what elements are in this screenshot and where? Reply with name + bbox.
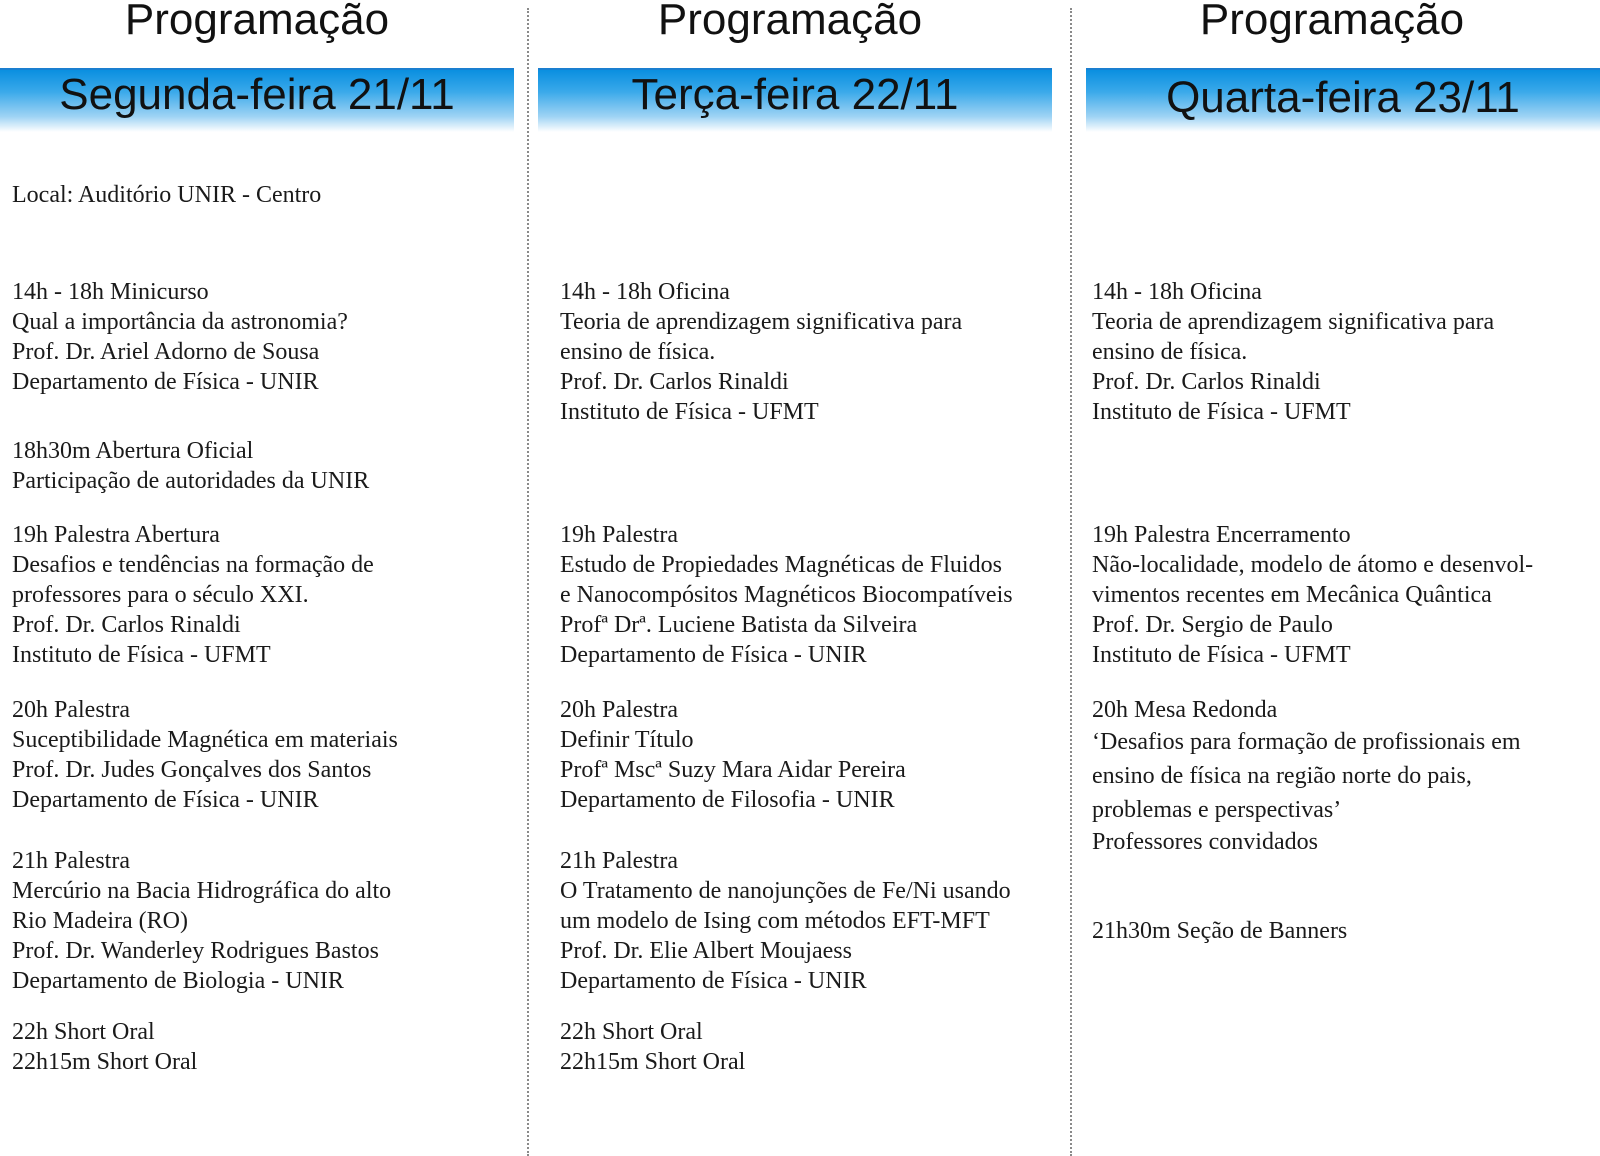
schedule-line: Profª Drª. Luciene Batista da Silveira [560,612,918,638]
day-header: Terça-feira 22/11 [538,68,1052,132]
schedule-line: 14h - 18h Minicurso [12,279,209,305]
schedule-line: ensino de física. [1092,339,1248,365]
schedule-line: 19h Palestra Abertura [12,522,220,548]
schedule-line: O Tratamento de nanojunções de Fe/Ni usando [560,878,1011,904]
schedule-block [560,846,1011,996]
schedule-block [12,846,391,996]
schedule-line: Professores convidados [1092,829,1318,855]
schedule-line: Prof. Dr. Carlos Rinaldi [12,612,241,638]
schedule-line: Rio Madeira (RO) [12,908,188,934]
schedule-line: Instituto de Física - UFMT [560,399,819,425]
schedule-line: Instituto de Física - UFMT [12,642,271,668]
schedule-line: 21h Palestra [12,848,130,874]
schedule-block [1092,520,1533,670]
schedule-line: Participação de autoridades da UNIR [12,468,370,494]
schedule-line: 18h30m Abertura Oficial [12,438,254,464]
schedule-line: Departamento de Física - UNIR [560,642,867,668]
schedule-line: ‘Desafios para formação de profissionais em [1092,729,1521,755]
schedule-line: 20h Palestra [12,697,130,723]
schedule-block [560,695,906,815]
schedule-line: Departamento de Física - UNIR [12,369,319,395]
schedule-line: Definir Título [560,727,694,753]
schedule-line: Prof. Dr. Judes Gonçalves dos Santos [12,757,372,783]
schedule-line: 22h15m Short Oral [12,1049,198,1075]
schedule-block [560,277,962,427]
schedule-block [560,1017,745,1077]
schedule-line: 22h Short Oral [12,1019,155,1045]
program-title: Programação [657,0,923,44]
schedule-line: Prof. Dr. Ariel Adorno de Sousa [12,339,320,365]
schedule-line: 20h Mesa Redonda [1092,697,1278,723]
schedule-line: Mercúrio na Bacia Hidrográfica do alto [12,878,392,904]
schedule-line: um modelo de Ising com métodos EFT-MFT [560,908,990,934]
schedule-line: 22h Short Oral [560,1019,703,1045]
schedule-block [1092,916,1347,946]
schedule-line: professores para o século XXI. [12,582,309,608]
schedule-line: Instituto de Física - UFMT [1092,399,1351,425]
schedule-line: Suceptibilidade Magnética em materiais [12,727,398,753]
schedule-line: 20h Palestra [560,697,678,723]
schedule-line: Departamento de Biologia - UNIR [12,968,344,994]
schedule-block [12,520,374,670]
day-column-wednesday [1072,0,1600,1156]
schedule-line: 22h15m Short Oral [560,1049,746,1075]
schedule-line: 14h - 18h Oficina [1092,279,1262,305]
schedule-line: ensino de física na região norte do pais, [1092,763,1472,789]
schedule-line: Departamento de Filosofia - UNIR [560,787,895,813]
schedule-block [12,1017,197,1077]
schedule-line: Departamento de Física - UNIR [560,968,867,994]
schedule-line: Prof. Dr. Carlos Rinaldi [1092,369,1321,395]
day-column-monday [0,0,528,1156]
schedule-line: 19h Palestra Encerramento [1092,522,1351,548]
schedule-line: Departamento de Física - UNIR [12,787,319,813]
column-divider [527,8,529,1156]
schedule-line: vimentos recentes em Mecânica Quântica [1092,582,1492,608]
schedule-line: 21h30m Seção de Banners [1092,918,1348,944]
schedule-line: e Nanocompósitos Magnéticos Biocompatíveis [560,582,1013,608]
schedule-line: Teoria de aprendizagem significativa para [1092,309,1495,335]
schedule-line: 19h Palestra [560,522,678,548]
schedule-block [12,695,398,815]
schedule-block [1092,695,1521,857]
program-title: Programação [1199,0,1465,44]
schedule-line: Prof. Dr. Carlos Rinaldi [560,369,789,395]
schedule-line: Instituto de Física - UFMT [1092,642,1351,668]
schedule-line: ensino de física. [560,339,716,365]
day-column-tuesday [530,0,1070,1156]
venue-text: Local: Auditório UNIR - Centro [12,182,322,208]
schedule-block [12,277,348,397]
day-header: Segunda-feira 21/11 [0,68,514,132]
schedule-block [560,520,1013,670]
schedule-line: problemas e perspectivas’ [1092,797,1342,823]
schedule-block [1092,277,1494,427]
schedule-line: Estudo de Propiedades Magnéticas de Fluidos [560,552,1002,578]
schedule-line: 21h Palestra [560,848,678,874]
schedule-line: Prof. Dr. Elie Albert Moujaess [560,938,852,964]
schedule-block [12,436,369,496]
day-header: Quarta-feira 23/11 [1086,68,1600,132]
program-title: Programação [124,0,390,44]
schedule-line: 14h - 18h Oficina [560,279,730,305]
schedule-line: Teoria de aprendizagem significativa para [560,309,963,335]
schedule-line: Prof. Dr. Wanderley Rodrigues Bastos [12,938,379,964]
schedule-line: Não-localidade, modelo de átomo e desenvol- [1092,552,1534,578]
schedule-line: Prof. Dr. Sergio de Paulo [1092,612,1333,638]
schedule-line: Profª Mscª Suzy Mara Aidar Pereira [560,757,906,783]
schedule-line: Qual a importância da astronomia? [12,309,348,335]
schedule-line: Desafios e tendências na formação de [12,552,374,578]
